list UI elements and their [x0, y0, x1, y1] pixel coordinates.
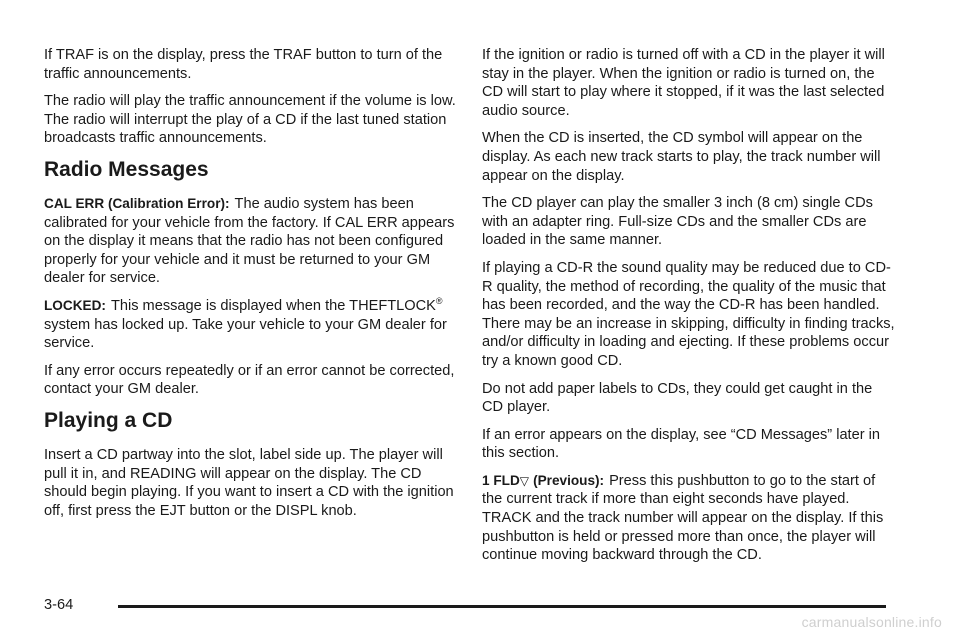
fld-label: 1 FLD: [482, 472, 520, 488]
left-column: [44, 46, 458, 529]
locked-text-a: This message is displayed when the THEFTLOCK: [110, 297, 436, 314]
fld-previous-paragraph: [482, 472, 896, 565]
cd-symbol-paragraph: When the CD is inserted, the CD symbol will appear on the display. As each new track starts to play, the track number will appear on the display.: [482, 130, 881, 184]
cd-r-paragraph: If playing a CD-R the sound quality may be reduced due to CD-R quality, the method of recording, the quality of the music that has been recorded, and the way the CD-R has been handled. There may be an increase in skipping, difficulty in finding tracks, and/or difficulty in loading and ejecting. If these problems occur try a known good CD.: [482, 259, 895, 369]
cal-err-text: The audio system has been calibrated for your vehicle from the factory. If CAL ERR appears on the display it means that the radio has not been configured properly for your vehicle and it must be returned to your GM dealer for service.: [44, 195, 455, 287]
traf-paragraph: If TRAF is on the display, press the TRAF button to turn of the traffic announcements.: [44, 47, 443, 82]
locked-label: LOCKED:: [44, 297, 106, 313]
cal-err-label: CAL ERR (Calibration Error):: [44, 195, 230, 211]
locked-text-b: system has locked up. Take your vehicle to your GM dealer for service.: [44, 316, 447, 352]
ignition-paragraph: If the ignition or radio is turned off with a CD in the player it will stay in the player. When the ignition or radio is turned on, the CD will start to play where it stopped, if it was the last selected audio source.: [482, 47, 885, 119]
traffic-announcement-paragraph: The radio will play the traffic announcement if the volume is low. The radio will interrupt the play of a CD if the last tuned station broadcasts traffic announcements.: [44, 93, 456, 147]
watermark: carmanualsonline.info: [801, 614, 942, 630]
cal-err-paragraph: [44, 195, 458, 288]
playing-cd-heading: Playing a CD: [44, 408, 173, 432]
previous-label: (Previous):: [533, 472, 605, 488]
locked-paragraph: [44, 297, 458, 353]
right-column: [482, 46, 896, 574]
fld-text: Press this pushbutton to go to the start of the current track if more than eight seconds have played. TRACK and the track number will appear on the display. If this pushbutton is held or pressed more than once, the player will continue moving backward through the CD.: [482, 472, 884, 564]
small-cd-paragraph: The CD player can play the smaller 3 inch (8 cm) single CDs with an adapter ring. Full-size CDs and the smaller CDs are loaded in the same manner.: [482, 195, 873, 249]
page-number: 3-64: [44, 597, 74, 613]
triangle-down-icon: ▽: [519, 473, 529, 488]
registered-mark: ®: [435, 296, 443, 307]
insert-cd-paragraph: Insert a CD partway into the slot, label side up. The player will pull it in, and READING will appear on the display. The CD should begin playing. If you want to insert a CD with the ignition off, first press the EJT button or the DISPL knob.: [44, 446, 454, 519]
footer-rule: [118, 605, 886, 608]
radio-messages-heading: Radio Messages: [44, 157, 209, 181]
cd-messages-paragraph: If an error appears on the display, see “CD Messages” later in this section.: [482, 426, 880, 462]
error-paragraph: If any error occurs repeatedly or if an error cannot be corrected, contact your GM dealer.: [44, 362, 455, 398]
paper-labels-paragraph: Do not add paper labels to CDs, they could get caught in the CD player.: [482, 380, 873, 416]
